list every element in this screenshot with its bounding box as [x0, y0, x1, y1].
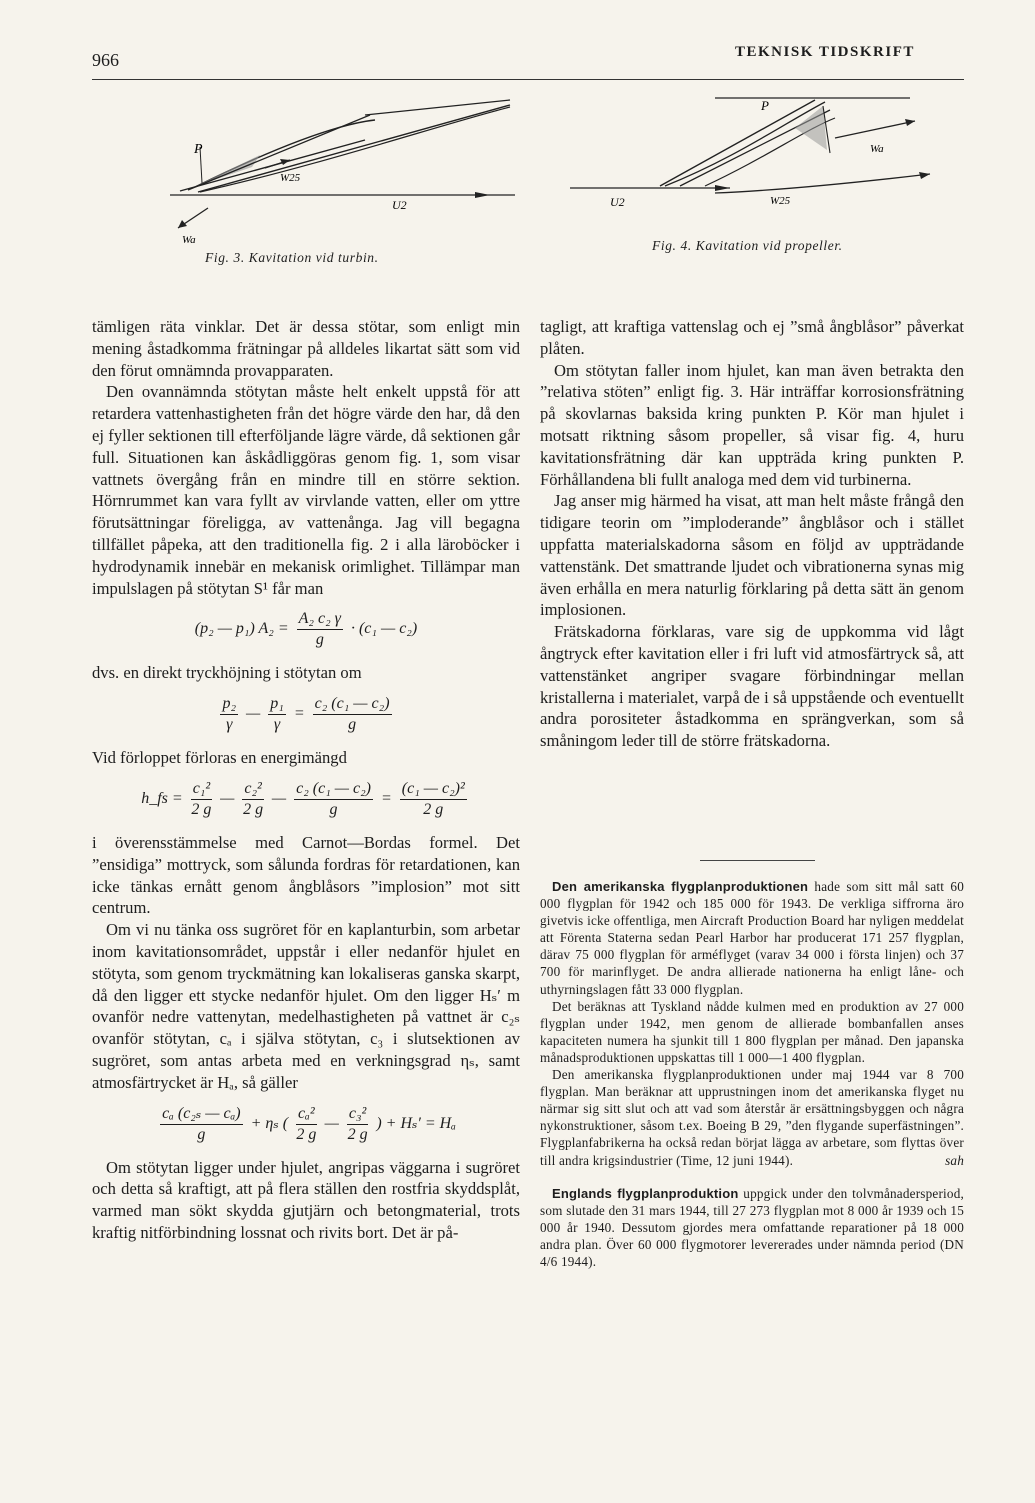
equation-energy-loss	[92, 779, 520, 820]
fig3-label-w2s: W25	[280, 172, 301, 184]
eq-operator: —	[246, 705, 261, 723]
paragraph: tagligt, att kraftiga vattenslag och ej ”små ångblåsor” påverkat plåten.	[540, 317, 964, 358]
fig4-label-p: P	[761, 98, 769, 113]
paragraph: Jag anser mig härmed ha visat, att man helt måste frångå den tidigare teorin om ”imploderande” ångblåsor och i stället uppfatta materialskadorna såsom en följd av uppträdande vattenstänk. Det smattrande ljudet och vibrationerna synas mig även erhålla en mera naturlig förklaring på detta sätt än genom implosionen.	[540, 491, 964, 620]
figure-4-caption: Fig. 4. Kavitation vid propeller.	[652, 238, 843, 253]
eq-denominator: γ	[226, 716, 233, 734]
fig3-label-p: P	[194, 142, 203, 157]
eq-operator: + ηₛ (	[250, 1114, 289, 1132]
fig4-label-wa: Wa	[870, 143, 884, 155]
eq-denominator: 2 g	[347, 1125, 368, 1143]
fig3-label-u2: U2	[392, 198, 407, 212]
right-column	[540, 316, 964, 752]
figure-4-diagram	[565, 88, 950, 218]
figure-3-caption: Fig. 3. Kavitation vid turbin.	[205, 250, 379, 265]
eq-numerator: cₐ (c₂ₛ — cₐ)	[160, 1104, 243, 1125]
paragraph: tämligen räta vinklar. Det är dessa stötar, som enligt min mening åstadkomma frätningar på alldeles likartat sätt som vid den förut omnämnda provapparaten.	[92, 317, 520, 380]
news-note-us	[540, 878, 964, 998]
eq-denominator: 2 g	[243, 800, 264, 818]
header-rule	[92, 79, 964, 80]
news-note-text: hade som sitt mål satt 60 000 flygplan för 1942 och 185 000 för 1943. De verkliga siffrorna äro givetvis icke offentliga, men Aircraft Production Board har nyligen meddelat att Förenta Staterna sedan Pearl Harbor har producerat 171 257 flygplan, därav 75 000 flygplan för arméflyget (varav 34 000 i första linjen) och 37 700 för marinflyget. De andra allierade nationerna ha enligt låne- och uthyrningslagen fått 33 000 flygplan.	[540, 879, 964, 997]
eq-denominator: g	[348, 716, 357, 734]
news-note-title: Den amerikanska flygplanproduktionen	[552, 879, 809, 894]
eq-numerator: p₂	[220, 694, 238, 715]
eq-numerator: c₃²	[347, 1104, 368, 1125]
eq-denominator: g	[197, 1125, 206, 1143]
paragraph: Om stötytan ligger under hjulet, angripas väggarna i sugröret och detta så kraftigt, att på flera ställen den rostfria skyddsplåt, varmed man sökt skydda gjutjärn och betongmaterial, trots kraftig nitförbindning lossnat och rivits bort. Det är på-	[92, 1157, 520, 1242]
equation-draft-tube	[92, 1104, 520, 1145]
paragraph: dvs. en direkt tryckhöjning i stötytan om	[92, 663, 362, 683]
eq-operator: —	[324, 1114, 339, 1132]
eq-numerator: p₁	[268, 694, 286, 715]
eq-numerator: c₂²	[242, 779, 263, 800]
eq-operator: =	[293, 705, 305, 723]
eq-operator: =	[380, 790, 392, 808]
news-note-paragraph: Det beräknas att Tyskland nådde kulmen med en produktion av 27 000 flygplan under 1942, men genom de allierade bombanfallen anses kapaciteten numera ha sjunkit till 1 800 flygplan per månad. Den japanska månadsproduktionen uppskattas till 1 000—1 400 flygplan.	[540, 998, 964, 1065]
eq-operator: —	[220, 790, 235, 808]
left-column	[92, 316, 520, 1244]
page-number: 966	[92, 50, 119, 70]
news-notes	[540, 878, 964, 1270]
paragraph: i överensstämmelse med Carnot—Bordas formel. Det ”ensidiga” mottryck, som sålunda fordras för retardationen, kan icke tänkas ernått genom ångblåsors ”implosion” mot sitt centrum.	[92, 832, 520, 918]
eq-numerator: cₐ²	[296, 1104, 317, 1125]
eq-term: (p₂ — p₁) A₂ =	[194, 620, 289, 638]
paragraph: Vid förloppet förloras en energimängd	[92, 748, 347, 768]
eq-denominator: γ	[273, 716, 281, 734]
news-note-uk	[540, 1185, 964, 1270]
eq-term: ) + Hₛ′ = Hₐ	[376, 1114, 456, 1132]
paragraph: Om stötytan faller inom hjulet, kan man även betrakta den ”relativa stöten” enligt fig. 3. Här inträffar korrosionsfrätning på skovlarnas baksida kring punkten P. Kör man hjulet i motsatt riktning såsom propeller, så visar fig. 4, huru kavitationsfrätning där kan uppträda kring punkten P. Förhållandena bli fullt analoga med dem vid turbinerna.	[540, 360, 964, 489]
eq-denominator: g	[329, 800, 338, 818]
equation-pressure	[92, 694, 520, 735]
paragraph: Om vi nu tänka oss sugröret för en kaplanturbin, som arbetar inom kavitationsområdet, uppstår i eller nedanför hjulet en stötyta, som genom tryckmätning kan lokaliseras ganska skarpt, då den ligger ett stycke nedanför hjulet. Om den ligger Hₛ′ m ovanför nedre vattenytan, medelhastigheten på vattnet är c₂ₛ ovanför stötytan, cₐ i själva stötytan, c₃ i slutsektionen av sugröret, som antas arbeta med en verkningsgrad ηₛ, samt atmosfärtrycket är Hₐ, så gäller	[92, 920, 520, 1092]
journal-title: TEKNISK TIDSKRIFT	[735, 44, 915, 60]
eq-denominator: 2 g	[191, 800, 212, 818]
eq-denominator: g	[315, 631, 324, 649]
eq-numerator: c₁²	[191, 779, 212, 800]
eq-denominator: 2 g	[296, 1125, 317, 1143]
fig4-label-w2s: W25	[770, 195, 791, 207]
eq-numerator: c₂ (c₁ — c₂)	[294, 779, 373, 800]
news-note-paragraph	[540, 1066, 964, 1169]
eq-term: · (c₁ — c₂)	[350, 620, 418, 638]
equation-impulse	[92, 609, 520, 650]
paragraph: Frätskadorna förklaras, vare sig de uppkomma vid lågt ångtryck efter kavitation eller i fri luft vid atmosfärtryck så, att vattenstänket angriper svagare förbindningar mellan kristallerna i materialet, varpå de i så uppstående och eventuellt andra porositeter åstadkomma en sprängverkan, som så småningom leder till de större frätskadorna.	[540, 622, 964, 751]
eq-operator: —	[271, 790, 287, 808]
news-note-text: Den amerikanska flygplanproduktionen under maj 1944 var 8 700 flygplan. Man beräknar att upprustningen inom det amerikanska flyget nu närmar sig sitt slut och att vad som återstår är ersättningsbyggen och några nykonstruktioner, såsom t.ex. Boeing B 29, ”den flygande superfästningen”. Flygplanfabrikerna ha också redan börjat lägga av arbetare, som flyttas över till andra krigsindustrier (Time, 12 juni 1944).	[540, 1067, 964, 1168]
fig4-label-u2: U2	[610, 195, 625, 209]
eq-numerator: c₂ (c₁ — c₂)	[313, 694, 392, 715]
news-note-text: uppgick under den tolvmånadersperiod, som slutade den 31 mars 1944, till 27 273 flygplan mot 8 000 år 1939 och 15 000 år 1940. Dessutom gjordes mera omfattande reparationer på 18 000 andra plan. Över 60 000 flygmotorer levererades under nämnda period (DN 4/6 1944).	[540, 1185, 964, 1269]
eq-numerator: A₂ c₂ γ	[297, 609, 343, 630]
eq-term: h_fs =	[141, 790, 183, 808]
eq-denominator: 2 g	[423, 800, 444, 818]
news-note-title: Englands flygplanproduktion	[552, 1185, 739, 1201]
news-note-signature: sah	[945, 1152, 964, 1168]
fig3-label-wa: Wa	[182, 234, 196, 245]
figure-3-diagram	[140, 95, 525, 245]
notes-divider	[700, 860, 815, 861]
eq-numerator: (c₁ — c₂)²	[400, 779, 467, 800]
paragraph: Den ovannämnda stötytan måste helt enkelt uppstå för att retardera vattenhastigheten från det högre värde den har, då den ej fyller sektionen till efterföljande lägre värde, då sektionen går full. Situationen kan åskådliggöras genom fig. 1, som visar vattnets övergång från en mindre till en större sektion. Hörnrummet kan vara fyllt av virvlande vatten, eller om yttre förutsättningar föreligga, av vattenånga. Jag vill begagna tillfället påpeka, att den traditionella fig. 2 i alla läroböcker i hydrodynamik innebär en mekanisk orimlighet. Tillämpar man impulslagen på stötytan S¹ får man	[92, 382, 520, 598]
